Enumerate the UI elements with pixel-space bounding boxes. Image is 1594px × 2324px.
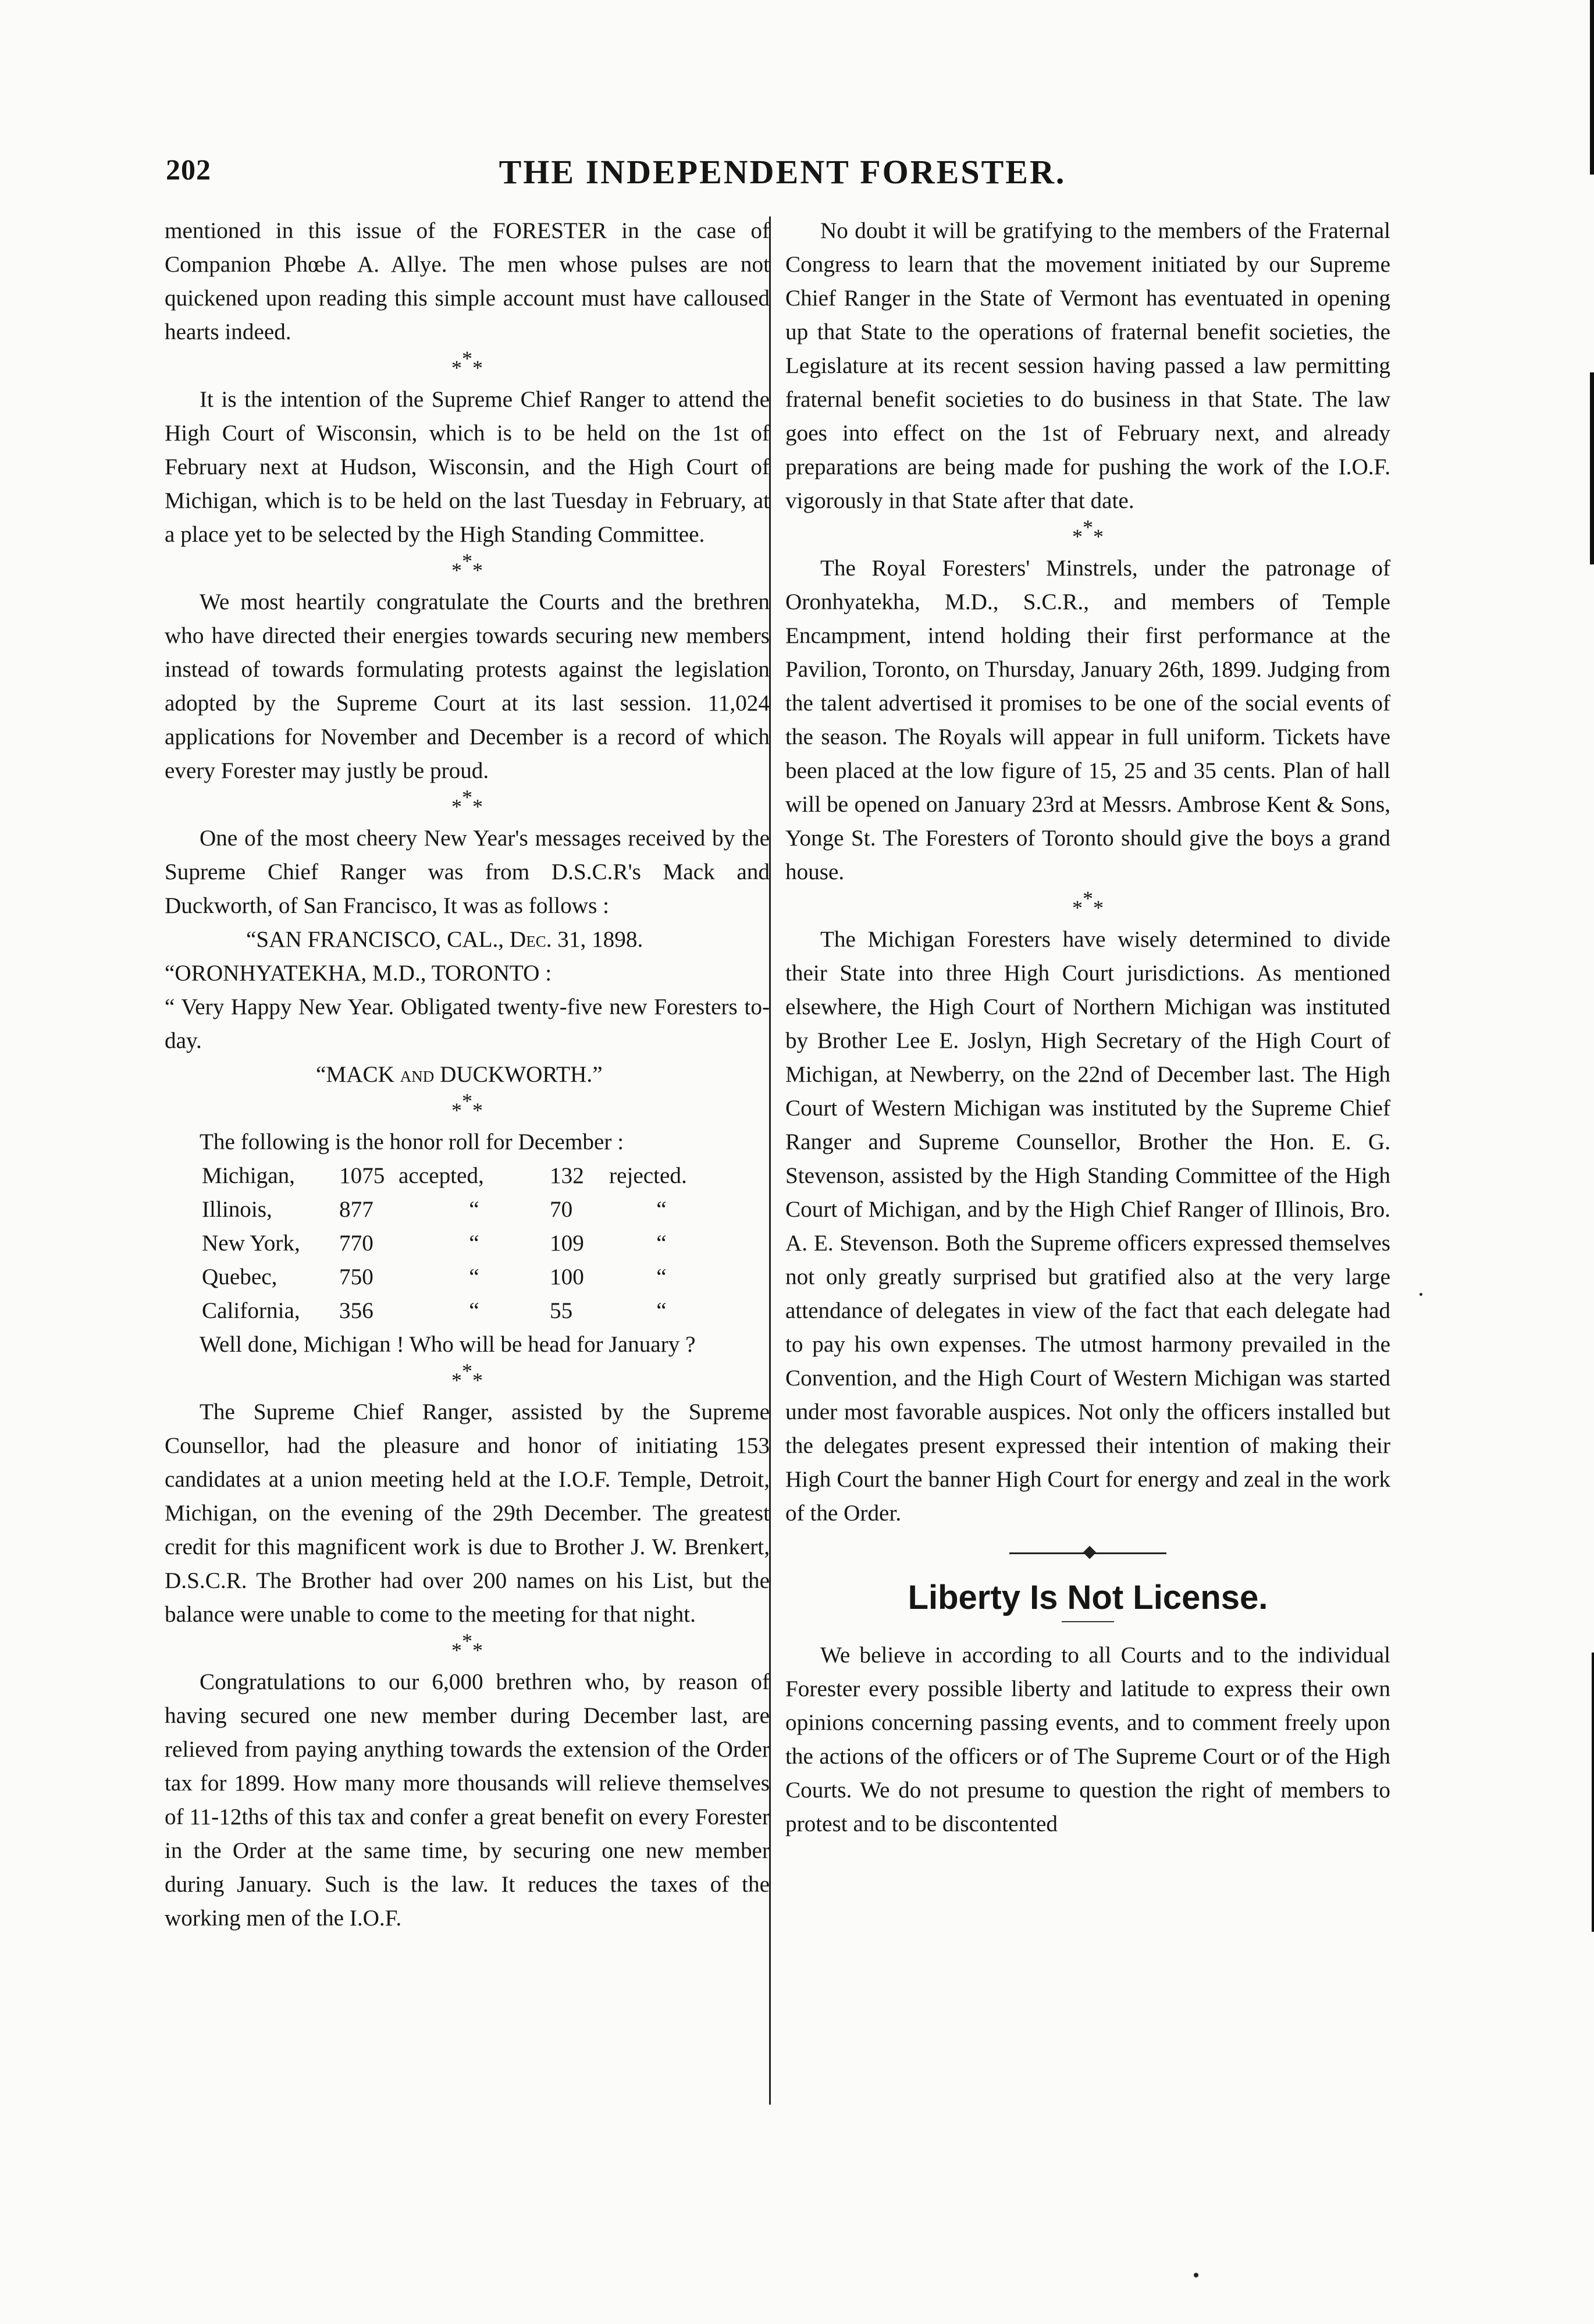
paragraph: The Michigan Foresters have wisely determined to divide their State into three High Court jurisdictions. As mentioned elsewhere, the High Court of Northern Michigan was instituted by Brother Lee E. Joslyn, High Secretary of the High Court of Michigan, at Newberry, on the 22nd of December last. The High Court of Western Michigan was instituted by the Supreme Chief Ranger and Supreme Counsellor, Brother the Hon. E. G. Stevenson, assisted by the High Standing Committee of the High Court of Michigan, and by the High Chief Ranger of Illinois, Bro. A. E. Stevenson. Both the Supreme officers expressed themselves not only greatly surprised but gratified also at the very large attendance of delegates in view of the fact that each delegate had to pay his own expenses. The utmost harmony prevailed in the Convention, and the High Court of Western Michigan was started under most favorable auspices. Not only the officers installed but the delegates present expressed their intention of making their High Court the banner High Court for energy and zeal in the work of the Order. (785, 927, 1390, 1526)
scan-margin-mark (1590, 372, 1594, 564)
telegram-addressee: “ORONHYATEKHA, M.D., TORONTO : (165, 961, 552, 986)
honor-rejected-label: “ (656, 1298, 667, 1323)
asterism-divider: *** (451, 347, 483, 379)
heading-underline (1062, 1621, 1114, 1622)
honor-rejected-label: “ (656, 1231, 667, 1256)
honor-accepted-count: 1075 (339, 1163, 385, 1188)
page-number: 202 (166, 153, 211, 186)
rule-diamond (1083, 1546, 1097, 1559)
scan-margin-mark (1590, 0, 1594, 175)
asterism-divider: *** (1072, 887, 1104, 919)
telegram (165, 923, 770, 1092)
honor-rejected-label: rejected. (609, 1163, 687, 1188)
telegram-signature: “MACK and DUCKWORTH.” (316, 1062, 603, 1087)
honor-roll-row (202, 1294, 714, 1328)
right-column (785, 214, 1390, 1841)
ornamental-rule (1009, 1551, 1166, 1555)
honor-rejected-label: “ (656, 1197, 667, 1222)
paragraph: We believe in according to all Courts and to the individual Forester every possible liberty and latitude to express their own opinions concerning passing events, and to comment freely upon the actions of the officers or of The Supreme Court or of the High Courts. We do not presume to question the right of members to protest and to be discontented (785, 1643, 1390, 1836)
paragraph: It is the intention of the Supreme Chief Ranger to attend the High Court of Wisconsin, which is to be held on the 1st of February next at Hudson, Wisconsin, and the High Court of Michigan, which is to be held on the last Tuesday in February, at a place yet to be selected by the High Standing Committee. (165, 387, 770, 547)
honor-accepted-label: “ (469, 1298, 479, 1323)
honor-accepted-label: accepted, (398, 1163, 484, 1188)
honor-roll-row (202, 1260, 714, 1294)
asterism-divider: *** (451, 549, 483, 582)
honor-rejected-count: 109 (550, 1231, 584, 1256)
honor-rejected-count: 100 (550, 1264, 584, 1289)
paragraph: mentioned in this issue of the FORESTER in the case of Companion Phœbe A. Allye. The men whose pulses are not quickened upon reading this simple account must have calloused hearts indeed. (165, 218, 770, 344)
asterism-divider: *** (451, 1359, 483, 1392)
paragraph: No doubt it will be gratifying to the members of the Fraternal Congress to learn that the movement initiated by our Supreme Chief Ranger in the State of Vermont has eventuated in opening up that State to the operations of fraternal benefit societies, the Legislature at its recent session having passed a law permitting fraternal benefit societies to do business in that State. The law goes into effect on the 1st of February next, and already preparations are being made for pushing the work of the I.O.F. vigorously in that State after that date. (785, 218, 1390, 513)
honor-rejected-label: “ (656, 1264, 667, 1289)
scan-speck (1419, 1293, 1422, 1296)
paragraph: We most heartily congratulate the Courts and the brethren who have directed their energies towards securing new members instead of towards formulating protests against the legislation adopted by the Supreme Court at its last session. 11,024 applications for November and December is a record of which every Forester may justly be proud. (165, 589, 770, 783)
honor-state: Quebec, (202, 1264, 277, 1289)
paragraph: One of the most cheery New Year's messages received by the Supreme Chief Ranger was from D.S.C.R's Mack and Duckworth, of San Francisco, It was as follows : (165, 826, 770, 918)
honor-state: California, (202, 1298, 300, 1323)
honor-state: New York, (202, 1231, 300, 1256)
section-heading: Liberty Is Not License. (908, 1579, 1268, 1616)
scan-margin-mark (1592, 1653, 1594, 1932)
asterism-divider: *** (451, 1089, 483, 1122)
honor-accepted-label: “ (469, 1197, 479, 1222)
asterism-divider: *** (1072, 516, 1104, 548)
left-column (165, 214, 770, 1935)
honor-state: Illinois, (202, 1197, 272, 1222)
paragraph: The Supreme Chief Ranger, assisted by the Supreme Counsellor, had the pleasure and honor of initiating 153 candidates at a union meeting held at the I.O.F. Temple, Detroit, Michigan, on the evening of the 29th December. The greatest credit for this magnificent work is due to Brother J. W. Brenkert, D.S.C.R. The Brother had over 200 names on his List, but the balance were unable to come to the meeting for that night. (165, 1399, 770, 1627)
page-header (166, 152, 1399, 199)
telegram-dateline: “SAN FRANCISCO, CAL., Dec. 31, 1898. (246, 927, 643, 952)
running-title: THE INDEPENDENT FORESTER. (499, 153, 1066, 191)
telegram-body: “ Very Happy New Year. Obligated twenty-five new Foresters to-day. (165, 994, 770, 1053)
asterism-divider: *** (451, 1629, 483, 1662)
honor-roll-row (202, 1159, 714, 1193)
honor-roll-row (202, 1193, 714, 1227)
honor-rejected-count: 70 (550, 1197, 573, 1222)
honor-roll-table (202, 1159, 714, 1328)
honor-accepted-count: 770 (339, 1231, 373, 1256)
paragraph: The Royal Foresters' Minstrels, under the patronage of Oronhyatekha, M.D., S.C.R., and members of Temple Encampment, intend holding their first performance at the Pavilion, Toronto, on Thursday, January 26th, 1899. Judging from the talent advertised it promises to be one of the social events of the season. The Royals will appear in full uniform. Tickets have been placed at the low figure of 15, 25 and 35 cents. Plan of hall will be opened on January 23rd at Messrs. Ambrose Kent & Sons, Yonge St. The Foresters of Toronto should give the boys a grand house. (785, 556, 1390, 884)
paragraph: Congratulations to our 6,000 brethren who, by reason of having secured one new member during December last, are relieved from paying anything towards the extension of the Order tax for 1899. How many more thousands will relieve themselves of 11-12ths of this tax and confer a great benefit on every Forester in the Order at the same time, by securing one new member during January. Such is the law. It reduces the taxes of the working men of the I.O.F. (165, 1669, 770, 1931)
honor-accepted-count: 877 (339, 1197, 373, 1222)
honor-roll-intro: The following is the honor roll for December : (200, 1129, 624, 1154)
honor-state: Michigan, (202, 1163, 295, 1188)
honor-roll-row (202, 1227, 714, 1260)
scan-speck (1194, 2273, 1198, 2277)
paragraph: Well done, Michigan ! Who will be head for January ? (200, 1332, 696, 1357)
honor-accepted-count: 750 (339, 1264, 373, 1289)
honor-accepted-label: “ (469, 1264, 479, 1289)
honor-accepted-count: 356 (339, 1298, 373, 1323)
honor-rejected-count: 132 (550, 1163, 584, 1188)
asterism-divider: *** (451, 786, 483, 818)
honor-rejected-count: 55 (550, 1298, 573, 1323)
honor-accepted-label: “ (469, 1231, 479, 1256)
